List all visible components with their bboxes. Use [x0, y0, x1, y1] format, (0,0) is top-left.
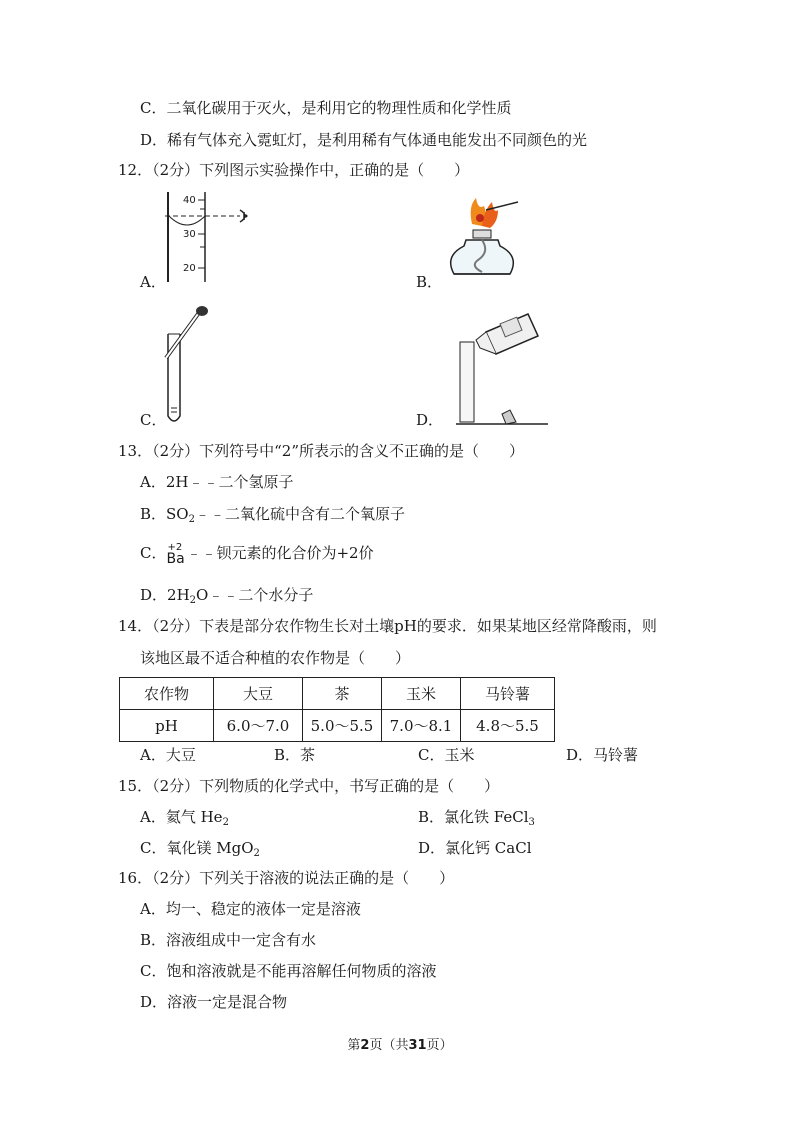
cylinder-tick-30: 30: [183, 229, 196, 240]
q13-option-c: [140, 542, 374, 567]
total-page-count: 31: [408, 1038, 427, 1053]
barium-valence-symbol: [166, 542, 186, 567]
q13-d-prefix: D．2H: [140, 586, 190, 604]
table-row: [120, 678, 555, 710]
table-cell: 茶: [303, 678, 382, 710]
q15-option-a: [140, 807, 229, 827]
q15-option-c: [140, 838, 260, 858]
table-row: [120, 710, 555, 742]
valence-number: +2: [167, 542, 183, 553]
table-cell: pH: [120, 710, 214, 742]
q12-option-d-label: D．: [416, 411, 444, 429]
q14-option-a: A．大豆: [140, 746, 196, 764]
q14-option-d: D．马铃薯: [566, 746, 639, 764]
graduated-cylinder-figure: [160, 190, 260, 285]
q11-option-c: C．二氧化碳用于灭火，是利用它的物理性质和化学性质: [140, 99, 512, 117]
table-cell: 7.0～8.1: [382, 710, 461, 742]
table-cell: 4.8～5.5: [461, 710, 555, 742]
alcohol-lamp-figure: [440, 196, 550, 288]
current-page-number: 2: [360, 1038, 370, 1053]
element-symbol: Ba: [166, 551, 185, 567]
q13-option-d: [140, 585, 313, 605]
q13-stem: 13．（2分）下列符号中“2”所表示的含义不正确的是（ ）: [118, 442, 525, 460]
cylinder-tick-20: 20: [183, 263, 196, 274]
q15-a-text: A．氦气 He: [140, 808, 223, 826]
table-cell: 玉米: [382, 678, 461, 710]
table-cell: 农作物: [120, 678, 214, 710]
q14-option-b: B．茶: [274, 746, 316, 764]
q12-option-c-label: C．: [140, 411, 167, 429]
q13-d-text: O﹣﹣二个水分子: [196, 586, 314, 604]
q12-stem: 12．（2分）下列图示实验操作中，正确的是（ ）: [118, 161, 470, 179]
q16-stem: 16．（2分）下列关于溶液的说法正确的是（ ）: [118, 869, 455, 887]
page-footer: [0, 1034, 800, 1053]
q15-c-text: C．氧化镁 MgO: [140, 839, 254, 857]
q14-option-c: C．玉米: [418, 746, 475, 764]
q13-option-b: [140, 504, 405, 524]
crop-ph-table: [119, 677, 555, 742]
q15-option-d: D．氯化钙 CaCl: [418, 839, 532, 857]
q13-b-subscript: 2: [188, 514, 195, 525]
q13-d-subscript: 2: [189, 595, 197, 606]
table-cell: 5.0～5.5: [303, 710, 382, 742]
q16-option-b: B．溶液组成中一定含有水: [140, 931, 317, 949]
q14-stem-line1: 14．（2分）下表是部分农作物生长对土壤pH的要求．如果某地区经常降酸雨，则: [118, 617, 657, 635]
q15-c-subscript: 2: [253, 848, 260, 859]
q14-stem-line2: 该地区最不适合种植的农作物是（ ）: [140, 649, 411, 667]
q13-c-prefix: C．: [140, 544, 167, 562]
table-cell: 6.0～7.0: [214, 710, 303, 742]
q15-option-b: [418, 807, 535, 827]
footer-middle: 页（共: [369, 1038, 409, 1053]
q12-option-a-label: A．: [140, 273, 166, 291]
q16-option-d: D．溶液一定是混合物: [140, 993, 288, 1011]
q16-option-a: A．均一、稳定的液体一定是溶液: [140, 900, 361, 918]
q16-option-c: C．饱和溶液就是不能再溶解任何物质的溶液: [140, 962, 437, 980]
cylinder-tick-40: 40: [183, 195, 196, 206]
q15-b-subscript: 3: [528, 817, 535, 828]
table-cell: 马铃薯: [461, 678, 555, 710]
q13-option-a: A．2H﹣﹣二个氢原子: [140, 473, 294, 491]
q15-b-text: B．氯化铁 FeCl: [418, 808, 529, 826]
table-cell: 大豆: [214, 678, 303, 710]
footer-suffix: 页）: [426, 1038, 453, 1053]
pouring-reagent-figure: [452, 310, 552, 430]
footer-prefix: 第: [347, 1038, 361, 1053]
q15-stem: 15．（2分）下列物质的化学式中，书写正确的是（ ）: [118, 777, 500, 795]
q11-option-d: D．稀有气体充入霓虹灯，是利用稀有气体通电能发出不同颜色的光: [140, 131, 588, 149]
q13-b-prefix: B．SO: [140, 505, 189, 523]
q13-c-text: ﹣﹣钡元素的化合价为+2价: [186, 544, 374, 562]
q15-a-subscript: 2: [222, 817, 229, 828]
q12-option-b-label: B．: [416, 273, 443, 291]
dropper-test-tube-figure: [160, 304, 220, 429]
q13-b-text: ﹣﹣二氧化硫中含有二个氧原子: [194, 505, 405, 523]
